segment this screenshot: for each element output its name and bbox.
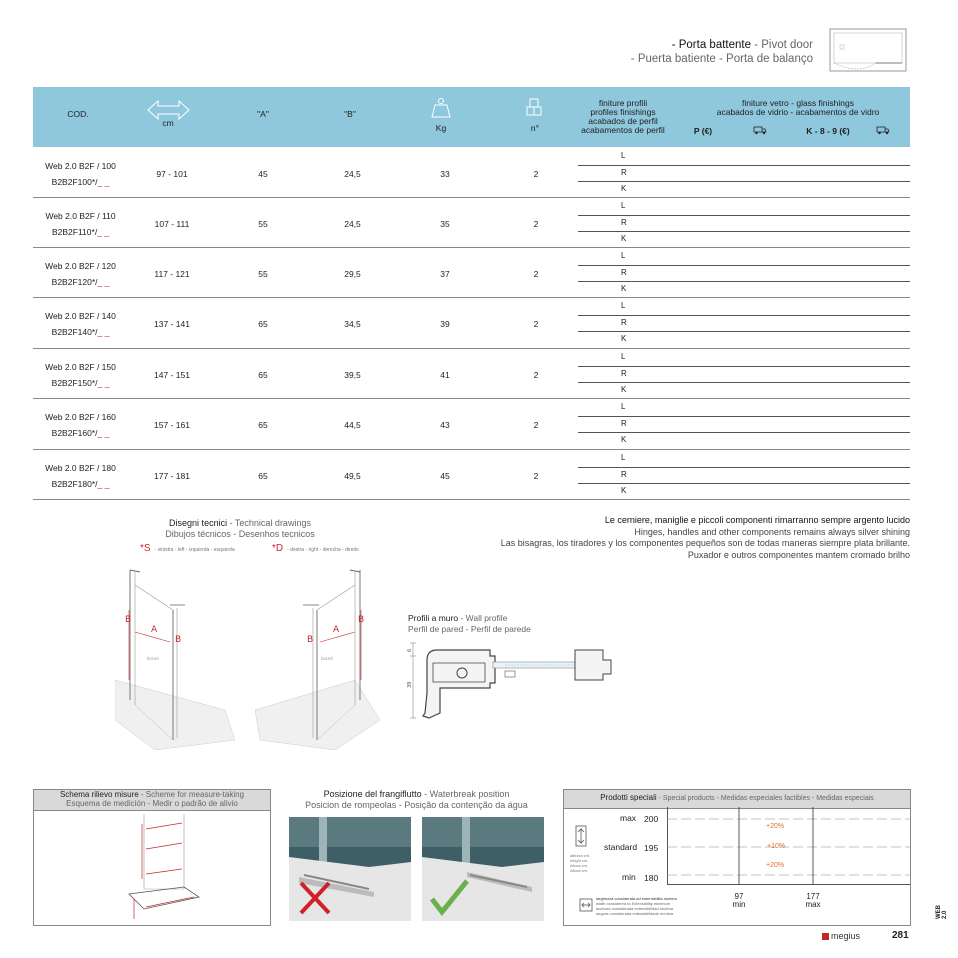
row-b: 24,5 <box>344 219 361 229</box>
col-n: n° <box>530 123 540 133</box>
row-code-cell <box>33 158 128 190</box>
finish-label: K <box>621 486 627 496</box>
finish-row <box>578 165 910 183</box>
pct-mid: +10% <box>767 843 786 850</box>
wall-profile-title-line2: Perfil de pared - Perfil de parede <box>408 624 531 634</box>
glass-line: finiture vetro - glass finishings <box>742 98 854 108</box>
finish-row <box>578 432 910 449</box>
weight-icon <box>431 97 451 119</box>
x-min-label: min <box>732 900 746 909</box>
finish-label: L <box>621 201 626 210</box>
finish-label: K <box>621 234 627 244</box>
finish-label: R <box>621 418 627 428</box>
row-kg: 43 <box>440 420 450 430</box>
row-b: 29,5 <box>344 269 361 279</box>
finish-row <box>578 382 910 399</box>
dim-label: B <box>307 635 314 645</box>
dim-label: A <box>151 625 158 635</box>
finish-row <box>578 331 910 348</box>
height-note-line: Altura cm. <box>570 868 589 873</box>
standard-value: 195 <box>644 843 659 853</box>
row-code-suffix: _ _ <box>97 227 110 237</box>
row-a: 65 <box>258 370 268 380</box>
finish-row <box>578 467 910 485</box>
note-line: Le cerniere, maniglie e piccoli componenti rimarranno sempre argento lucido <box>604 515 910 525</box>
row-a: 65 <box>258 420 268 430</box>
row-a: 65 <box>258 471 268 481</box>
finish-row <box>578 450 910 468</box>
table-row <box>0 148 958 198</box>
x-max-value: 177 <box>806 892 820 901</box>
special-grid <box>667 807 910 885</box>
row-code-suffix: _ _ <box>97 177 110 187</box>
right-mark <box>272 543 359 554</box>
min-value: 180 <box>644 873 659 883</box>
row-cm: 117 - 121 <box>154 269 190 279</box>
drawings-title-line2: Dibujos técnicos - Desenhos tecnicos <box>165 529 315 539</box>
finish-label: L <box>621 251 626 260</box>
title-main: - Porta battente <box>671 39 751 51</box>
width-note-line: anchura considerada extensibilidad mínima <box>596 906 673 911</box>
row-b: 49,5 <box>344 471 361 481</box>
measure-title-main: Schema rilievo misure <box>59 790 139 799</box>
finish-row <box>578 231 910 248</box>
row-code-suffix: _ _ <box>97 378 110 388</box>
waterbreak-title-en: - Waterbreak position <box>421 789 510 799</box>
col-profiles <box>573 99 673 135</box>
row-code-suffix: _ _ <box>97 479 110 489</box>
table-row <box>0 198 958 248</box>
note-line: Puxador e outros componentes mantem cromado brilho <box>687 549 910 560</box>
x-max-marker <box>798 893 828 909</box>
height-note-line: height cm. <box>570 858 589 863</box>
finish-row <box>578 215 910 233</box>
x-min-marker <box>724 893 754 909</box>
row-name: Web 2.0 B2F / 160 <box>45 412 116 422</box>
height-arrow-icon <box>575 825 587 847</box>
drawings-title-main: Disegni tecnici <box>169 518 228 528</box>
waterbreak-wrong-photo <box>289 817 411 921</box>
wall-profile-title-en: - Wall profile <box>458 613 508 623</box>
max-value: 200 <box>644 814 659 824</box>
row-b: 24,5 <box>344 169 361 179</box>
truck-icon <box>876 125 890 135</box>
col-a: "A" <box>257 109 269 119</box>
row-name: Web 2.0 B2F / 140 <box>45 311 116 321</box>
table-row <box>0 248 958 298</box>
row-code: B2B2F160*/ <box>51 428 98 438</box>
row-b: 34,5 <box>344 319 361 329</box>
row-kg: 45 <box>440 471 450 481</box>
row-code: B2B2F110*/ <box>51 227 98 237</box>
finish-label: K <box>621 385 627 395</box>
profiles-line: finiture profili <box>598 98 648 108</box>
row-code-cell <box>33 258 128 290</box>
row-n: 2 <box>533 370 539 380</box>
row-code-cell <box>33 460 128 492</box>
row-n: 2 <box>533 269 539 279</box>
table-header <box>33 87 910 147</box>
finish-label: L <box>621 352 626 361</box>
table-row <box>0 399 958 449</box>
series-label: WEB 2.0 <box>936 905 948 919</box>
svg-text:brand: brand <box>147 656 159 661</box>
finish-label: R <box>621 368 627 378</box>
finish-label: R <box>621 167 627 177</box>
height-note-line: Altura cm. <box>570 863 589 868</box>
min-label: min <box>622 872 636 882</box>
measure-box <box>33 809 271 926</box>
page-number: 281 <box>892 930 909 941</box>
pct-top: +20% <box>766 823 785 830</box>
col-cod: COD. <box>67 109 89 119</box>
finish-label: K <box>621 284 627 294</box>
row-n: 2 <box>533 420 539 430</box>
x-max-label: max <box>805 900 821 909</box>
components-note <box>501 515 910 561</box>
row-code-cell <box>33 409 128 441</box>
note-line: Las bisagras, los tiradores y los componentes pequeños son de todas maneras siempre plata brillante. <box>500 538 910 548</box>
title-line2: - Puerta batiente - Porta de balanço <box>630 53 813 65</box>
row-cm: 137 - 141 <box>154 319 190 329</box>
row-code-suffix: _ _ <box>97 277 110 287</box>
max-label: max <box>620 813 637 823</box>
x-min-value: 97 <box>734 892 744 901</box>
row-kg: 33 <box>440 169 450 179</box>
finish-row <box>578 349 910 367</box>
profiles-line: profiles finishings <box>590 107 656 117</box>
row-a: 45 <box>258 169 268 179</box>
left-door-drawing <box>115 560 235 750</box>
finish-label: R <box>621 469 627 479</box>
width-note <box>596 896 677 916</box>
row-code-cell <box>33 308 128 340</box>
logo-text: megius <box>831 931 861 941</box>
row-n: 2 <box>533 319 539 329</box>
measure-header <box>33 789 271 811</box>
row-kg: 37 <box>440 269 450 279</box>
row-code-suffix: _ _ <box>97 327 110 337</box>
row-b: 44,5 <box>344 420 361 430</box>
row-cm: 97 - 101 <box>156 169 188 179</box>
width-arrow-icon <box>579 898 593 912</box>
waterbreak-title-line2: Posicion de rompeolas - Posição da contenção da água <box>305 800 528 810</box>
right-door-drawing <box>255 560 380 750</box>
glass-line: acabados de vidrio - acabamentos de vidro <box>716 107 880 117</box>
width-note-line: larghezza considerata ad estensibilità minima <box>596 896 677 901</box>
finish-label: R <box>621 317 627 327</box>
drawings-title-en: - Technical drawings <box>227 518 311 528</box>
width-note-line: largura considerada extensibilidade mínima <box>596 911 674 916</box>
d-text: - destra - right - derecha - direito <box>287 547 359 553</box>
row-cm: 157 - 161 <box>154 420 190 430</box>
finish-label: K <box>621 184 627 194</box>
row-code: B2B2F120*/ <box>51 277 98 287</box>
row-name: Web 2.0 B2F / 150 <box>45 362 116 372</box>
drawings-title <box>130 518 350 540</box>
row-cm: 177 - 181 <box>154 471 190 481</box>
dim-side: 39 <box>407 681 413 688</box>
special-title: Prodotti speciali <box>600 793 657 802</box>
row-b: 39,5 <box>344 370 361 380</box>
row-name: Web 2.0 B2F / 110 <box>45 211 116 221</box>
dim-label: A <box>333 625 340 635</box>
measure-title-en: - Scheme for measure-taking <box>138 790 245 799</box>
package-icon <box>525 97 543 119</box>
dim-label: B <box>175 635 182 645</box>
svg-text:brand: brand <box>321 656 333 661</box>
profiles-line: acabados de perfil <box>588 116 658 126</box>
col-b: "B" <box>344 109 356 119</box>
waterbreak-title-main: Posizione del frangiflutto <box>323 789 422 799</box>
wall-profile-title <box>408 613 531 635</box>
row-n: 2 <box>533 471 539 481</box>
finish-label: R <box>621 267 627 277</box>
finish-label: L <box>621 301 626 310</box>
s-mark: *S <box>140 543 151 554</box>
special-box <box>563 807 911 926</box>
finish-row <box>578 281 910 298</box>
finish-row <box>578 148 910 166</box>
dim-label: B <box>358 615 365 625</box>
finish-row <box>578 416 910 434</box>
title-en: - Pivot door <box>751 39 813 51</box>
row-code-suffix: _ _ <box>97 428 110 438</box>
row-name: Web 2.0 B2F / 180 <box>45 463 116 473</box>
table-row <box>0 298 958 348</box>
row-a: 55 <box>258 219 268 229</box>
logo-icon <box>822 933 829 940</box>
finish-row <box>578 265 910 283</box>
finish-label: R <box>621 217 627 227</box>
finish-row <box>578 315 910 333</box>
s-text: - sinistra - left - izquierda - esquerda <box>154 547 235 553</box>
col-cm: cm <box>162 118 174 128</box>
finish-label: K <box>621 435 627 445</box>
row-cm: 107 - 111 <box>154 219 190 229</box>
height-note-line: altezza cm. <box>570 853 591 858</box>
finish-row <box>578 198 910 216</box>
footer-logo <box>822 931 860 941</box>
finish-label: L <box>621 151 626 160</box>
waterbreak-correct-photo <box>422 817 544 921</box>
waterbreak-title <box>285 789 548 811</box>
height-note <box>570 853 590 873</box>
table-row <box>0 450 958 500</box>
row-kg: 35 <box>440 219 450 229</box>
table-row <box>0 349 958 399</box>
pct-bottom: +20% <box>766 862 785 869</box>
row-n: 2 <box>533 219 539 229</box>
row-code-cell <box>33 359 128 391</box>
finish-row <box>578 298 910 316</box>
dim-top: 6 <box>407 648 413 652</box>
row-code: B2B2F140*/ <box>51 327 98 337</box>
finish-row <box>578 248 910 266</box>
row-divider <box>33 499 910 500</box>
d-mark: *D <box>272 543 284 554</box>
row-name: Web 2.0 B2F / 100 <box>45 161 116 171</box>
wall-profile-title-main: Profili a muro <box>408 613 459 623</box>
finish-row <box>578 366 910 384</box>
finish-row <box>578 181 910 198</box>
row-kg: 39 <box>440 319 450 329</box>
row-n: 2 <box>533 169 539 179</box>
dim-label: B <box>125 615 132 625</box>
left-mark <box>140 543 235 554</box>
row-name: Web 2.0 B2F / 120 <box>45 261 116 271</box>
row-code-cell <box>33 208 128 240</box>
finish-row <box>578 483 910 500</box>
row-code: B2B2F180*/ <box>51 479 98 489</box>
row-code: B2B2F100*/ <box>51 177 98 187</box>
wall-profile-drawing <box>405 638 620 723</box>
finish-row <box>578 399 910 417</box>
row-code: B2B2F150*/ <box>51 378 98 388</box>
special-title-rest: - Special products - Medidas especiales factibles - Medidas especiais <box>656 795 874 802</box>
finish-label: L <box>621 453 626 462</box>
row-a: 65 <box>258 319 268 329</box>
width-note-line: width considered to Extensibility minimum <box>596 901 671 906</box>
col-glass <box>693 99 903 117</box>
measure-title-line2: Esquema de medición - Medir o padrão de alivio <box>66 799 238 808</box>
col-kg: Kg <box>435 123 447 133</box>
truck-icon <box>753 125 767 135</box>
note-line: Hinges, handles and other components remains always silver shining <box>634 526 910 537</box>
finish-label: L <box>621 402 626 411</box>
measure-drawing <box>34 809 270 925</box>
col-k: K - 8 - 9 (€) <box>806 126 850 136</box>
col-p: P (€) <box>693 126 713 136</box>
row-a: 55 <box>258 269 268 279</box>
standard-label: standard <box>604 842 638 852</box>
row-cm: 147 - 151 <box>154 370 190 380</box>
finish-label: K <box>621 334 627 344</box>
pivot-door-icon <box>828 27 908 75</box>
special-header <box>563 789 911 809</box>
page-title <box>631 38 813 66</box>
row-kg: 41 <box>440 370 450 380</box>
profiles-line: acabamentos de perfil <box>581 125 665 135</box>
